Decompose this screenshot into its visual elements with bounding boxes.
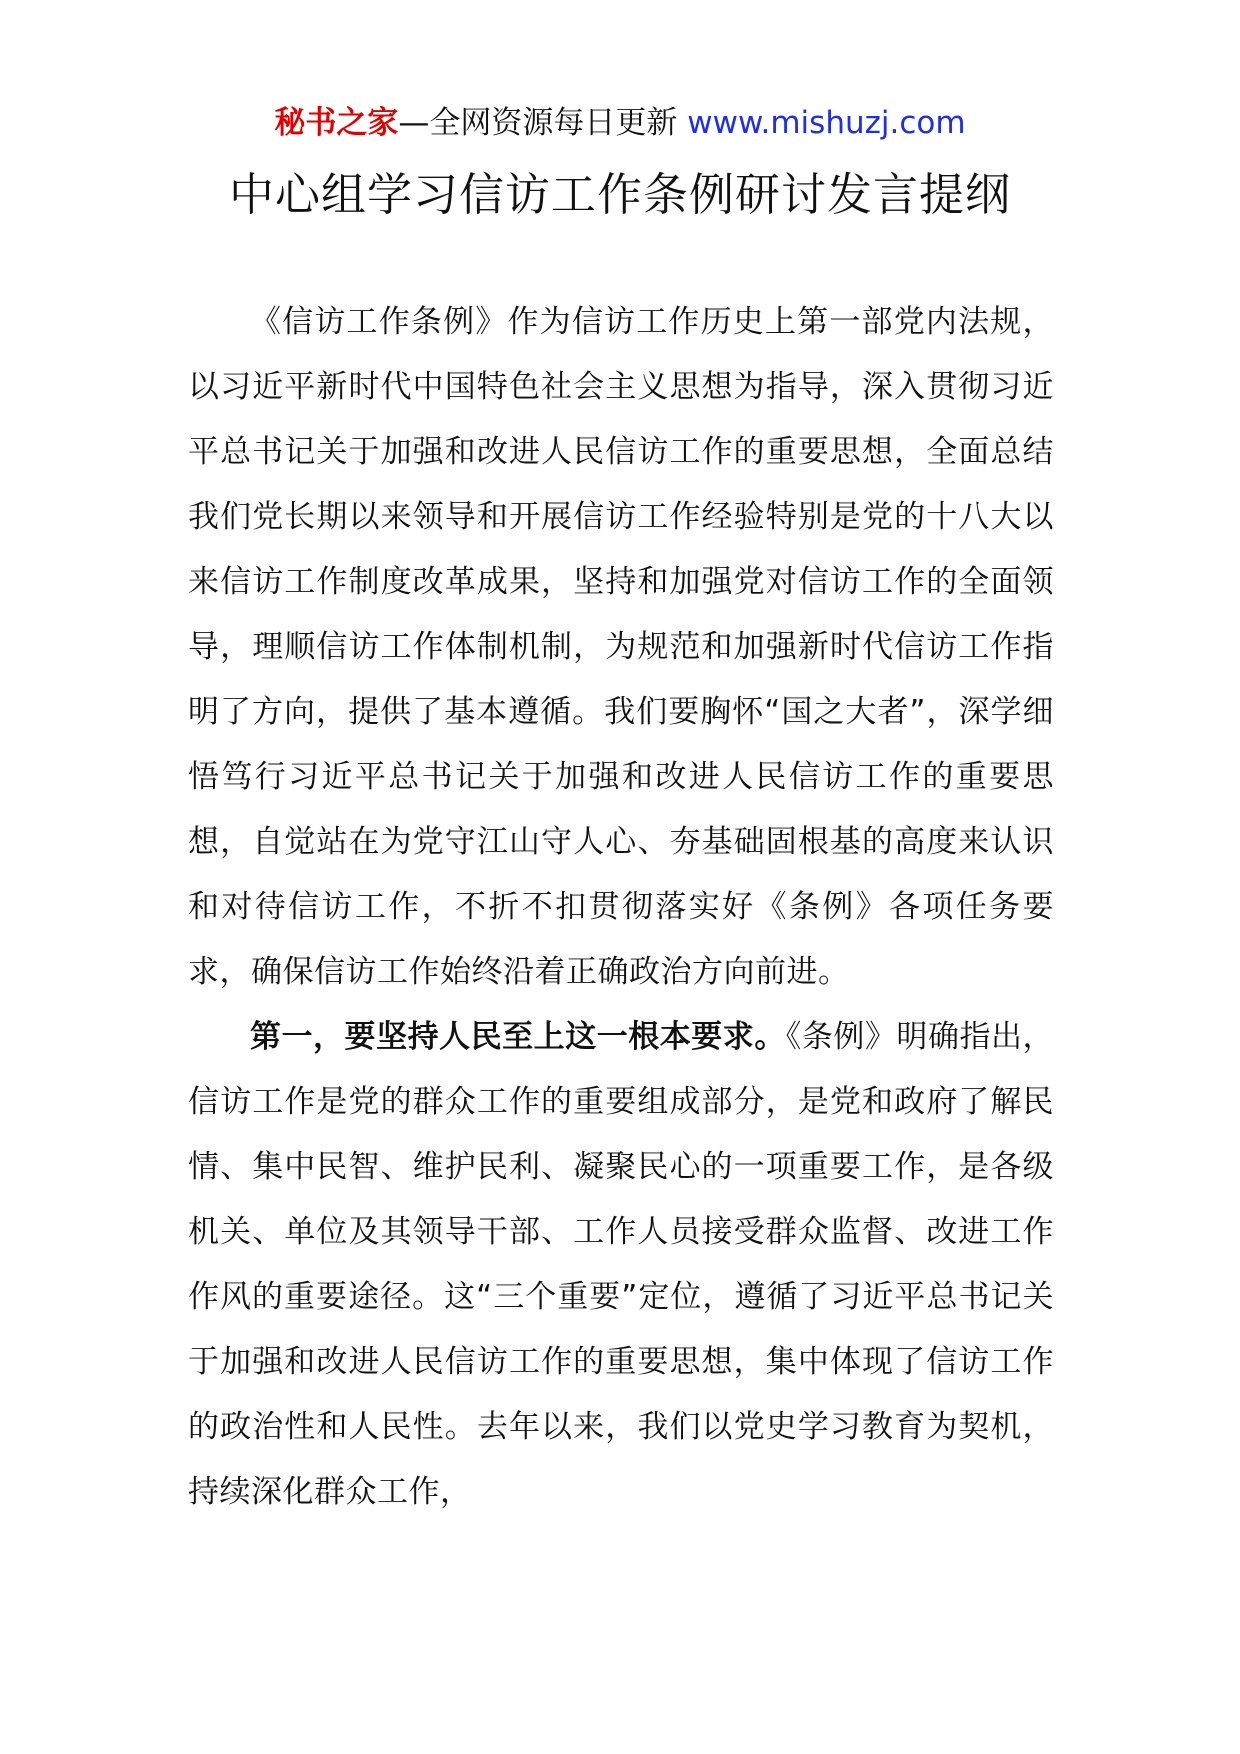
paragraph-first-point-lead: 第一，要坚持人民至上这一根本要求。 [250, 1019, 786, 1055]
document-title: 中心组学习信访工作条例研讨发言提纲 [228, 168, 1011, 221]
header-slogan: —全网资源每日更新 [398, 105, 688, 141]
brand-name: 秘书之家 [274, 105, 399, 141]
paragraph-first-point [188, 1005, 1054, 1525]
paragraph-first-point-body: 《条例》明确指出，信访工作是党的群众工作的重要组成部分，是党和政府了解民情、集中民智、维护民利、凝聚民心的一项重要工作，是各级机关、单位及其领导干部、工作人员接受群众监督、改进工作作风的重要途径。这“三个重要”定位，遵循了习近平总书记关于加强和改进人民信访工作的重要思想，集中体现了信访工作的政治性和人民性。去年以来，我们以党史学习教育为契机，持续深化群众工作， [188, 1019, 1055, 1510]
paragraph-intro: 《信访工作条例》作为信访工作历史上第一部党内法规，以习近平新时代中国特色社会主义思想为指导，深入贯彻习近平总书记关于加强和改进人民信访工作的重要思想，全面总结我们党长期以来领导和开展信访工作经验特别是党的十八大以来信访工作制度改革成果，坚持和加强党对信访工作的全面领导，理顺信访工作体制机制，为规范和加强新时代信访工作指明了方向，提供了基本遵循。我们要胸怀“国之大者”，深学细悟笃行习近平总书记关于加强和改进人民信访工作的重要思想，自觉站在为党守江山守人心、夯基础固根基的高度来认识和对待信访工作，不折不扣贯彻落实好《条例》各项任务要求，确保信访工作始终沿着正确政治方向前进。 [188, 304, 1054, 990]
site-header [0, 100, 1240, 146]
document-body [188, 290, 1054, 1525]
site-url-link[interactable]: www.mishuzj.com [687, 105, 966, 141]
